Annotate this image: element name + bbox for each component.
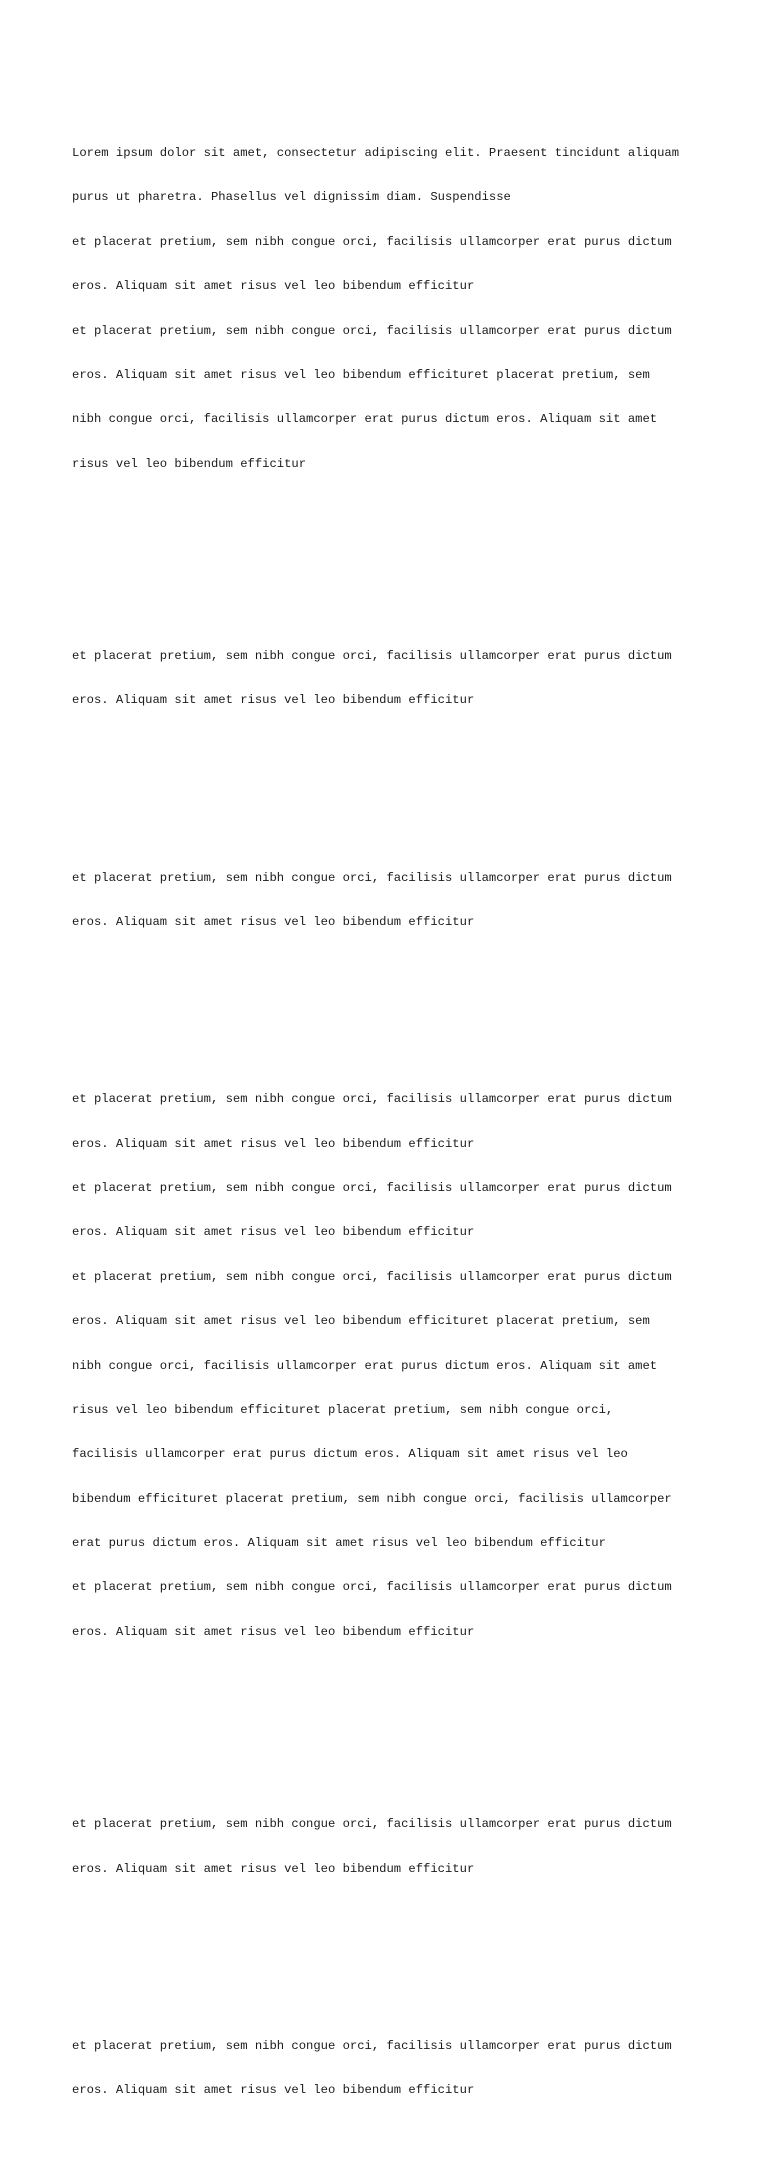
text-line: et placerat pretium, sem nibh congue orci, facilisis ullamcorper erat purus dictum: [72, 1580, 672, 1595]
text-line: eros. Aliquam sit amet risus vel leo bibendum efficitur: [72, 915, 475, 930]
blank-space: [72, 782, 712, 796]
text-line: erat purus dictum eros. Aliquam sit amet risus vel leo bibendum efficitur: [72, 1536, 606, 1551]
paragraph-2: [72, 619, 712, 737]
paragraph-3: [72, 841, 712, 959]
text-line: eros. Aliquam sit amet risus vel leo bibendum efficituret placerat pretium, sem: [72, 367, 650, 382]
text-line: eros. Aliquam sit amet risus vel leo bibendum efficitur: [72, 1225, 475, 1240]
text-line: nibh congue orci, facilisis ullamcorper erat purus dictum eros. Aliquam sit amet: [72, 412, 658, 427]
blank-space: [72, 546, 712, 576]
text-line: eros. Aliquam sit amet risus vel leo bibendum efficitur: [72, 1624, 475, 1639]
text-line: eros. Aliquam sit amet risus vel leo bibendum efficitur: [72, 2083, 475, 2098]
document-page: [72, 72, 712, 2157]
text-line: et placerat pretium, sem nibh congue orci, facilisis ullamcorper erat purus dictum: [72, 1092, 672, 1107]
text-line: et placerat pretium, sem nibh congue orci, facilisis ullamcorper erat purus dictum: [72, 1269, 672, 1284]
text-line: eros. Aliquam sit amet risus vel leo bibendum efficituret placerat pretium, sem: [72, 1314, 650, 1329]
text-line: et placerat pretium, sem nibh congue orci, facilisis ullamcorper erat purus dictum: [72, 323, 672, 338]
blank-space: [72, 1004, 712, 1018]
text-line: purus ut pharetra. Phasellus vel dignissim diam. Suspendisse: [72, 190, 511, 205]
paragraph-6: [72, 2009, 712, 2127]
text-line: risus vel leo bibendum efficitur: [72, 456, 307, 471]
text-line: facilisis ullamcorper erat purus dictum eros. Aliquam sit amet risus vel leo: [72, 1447, 628, 1462]
text-line: et placerat pretium, sem nibh congue orci, facilisis ullamcorper erat purus dictum: [72, 1180, 672, 1195]
blank-space: [72, 1950, 712, 1964]
text-line: et placerat pretium, sem nibh congue orci, facilisis ullamcorper erat purus dictum: [72, 870, 672, 885]
blank-space: [72, 1714, 712, 1744]
text-line: nibh congue orci, facilisis ullamcorper erat purus dictum eros. Aliquam sit amet: [72, 1358, 658, 1373]
text-line: risus vel leo bibendum efficituret placerat pretium, sem nibh congue orci,: [72, 1402, 614, 1417]
text-line: eros. Aliquam sit amet risus vel leo bibendum efficitur: [72, 279, 475, 294]
text-line: et placerat pretium, sem nibh congue orci, facilisis ullamcorper erat purus dictum: [72, 1817, 672, 1832]
paragraph-1: [72, 116, 712, 501]
text-line: et placerat pretium, sem nibh congue orci, facilisis ullamcorper erat purus dictum: [72, 234, 672, 249]
paragraph-5: [72, 1788, 712, 1906]
paragraph-4: [72, 1063, 712, 1670]
text-line: eros. Aliquam sit amet risus vel leo bibendum efficitur: [72, 1136, 475, 1151]
text-line: et placerat pretium, sem nibh congue orci, facilisis ullamcorper erat purus dictum: [72, 2038, 672, 2053]
text-line: bibendum efficituret placerat pretium, sem nibh congue orci, facilisis ullamcorper: [72, 1491, 672, 1506]
text-line: eros. Aliquam sit amet risus vel leo bibendum efficitur: [72, 1861, 475, 1876]
text-line: et placerat pretium, sem nibh congue orci, facilisis ullamcorper erat purus dictum: [72, 649, 672, 664]
text-line: eros. Aliquam sit amet risus vel leo bibendum efficitur: [72, 693, 475, 708]
text-line: Lorem ipsum dolor sit amet, consectetur adipiscing elit. Praesent tincidunt aliquam: [72, 145, 680, 160]
